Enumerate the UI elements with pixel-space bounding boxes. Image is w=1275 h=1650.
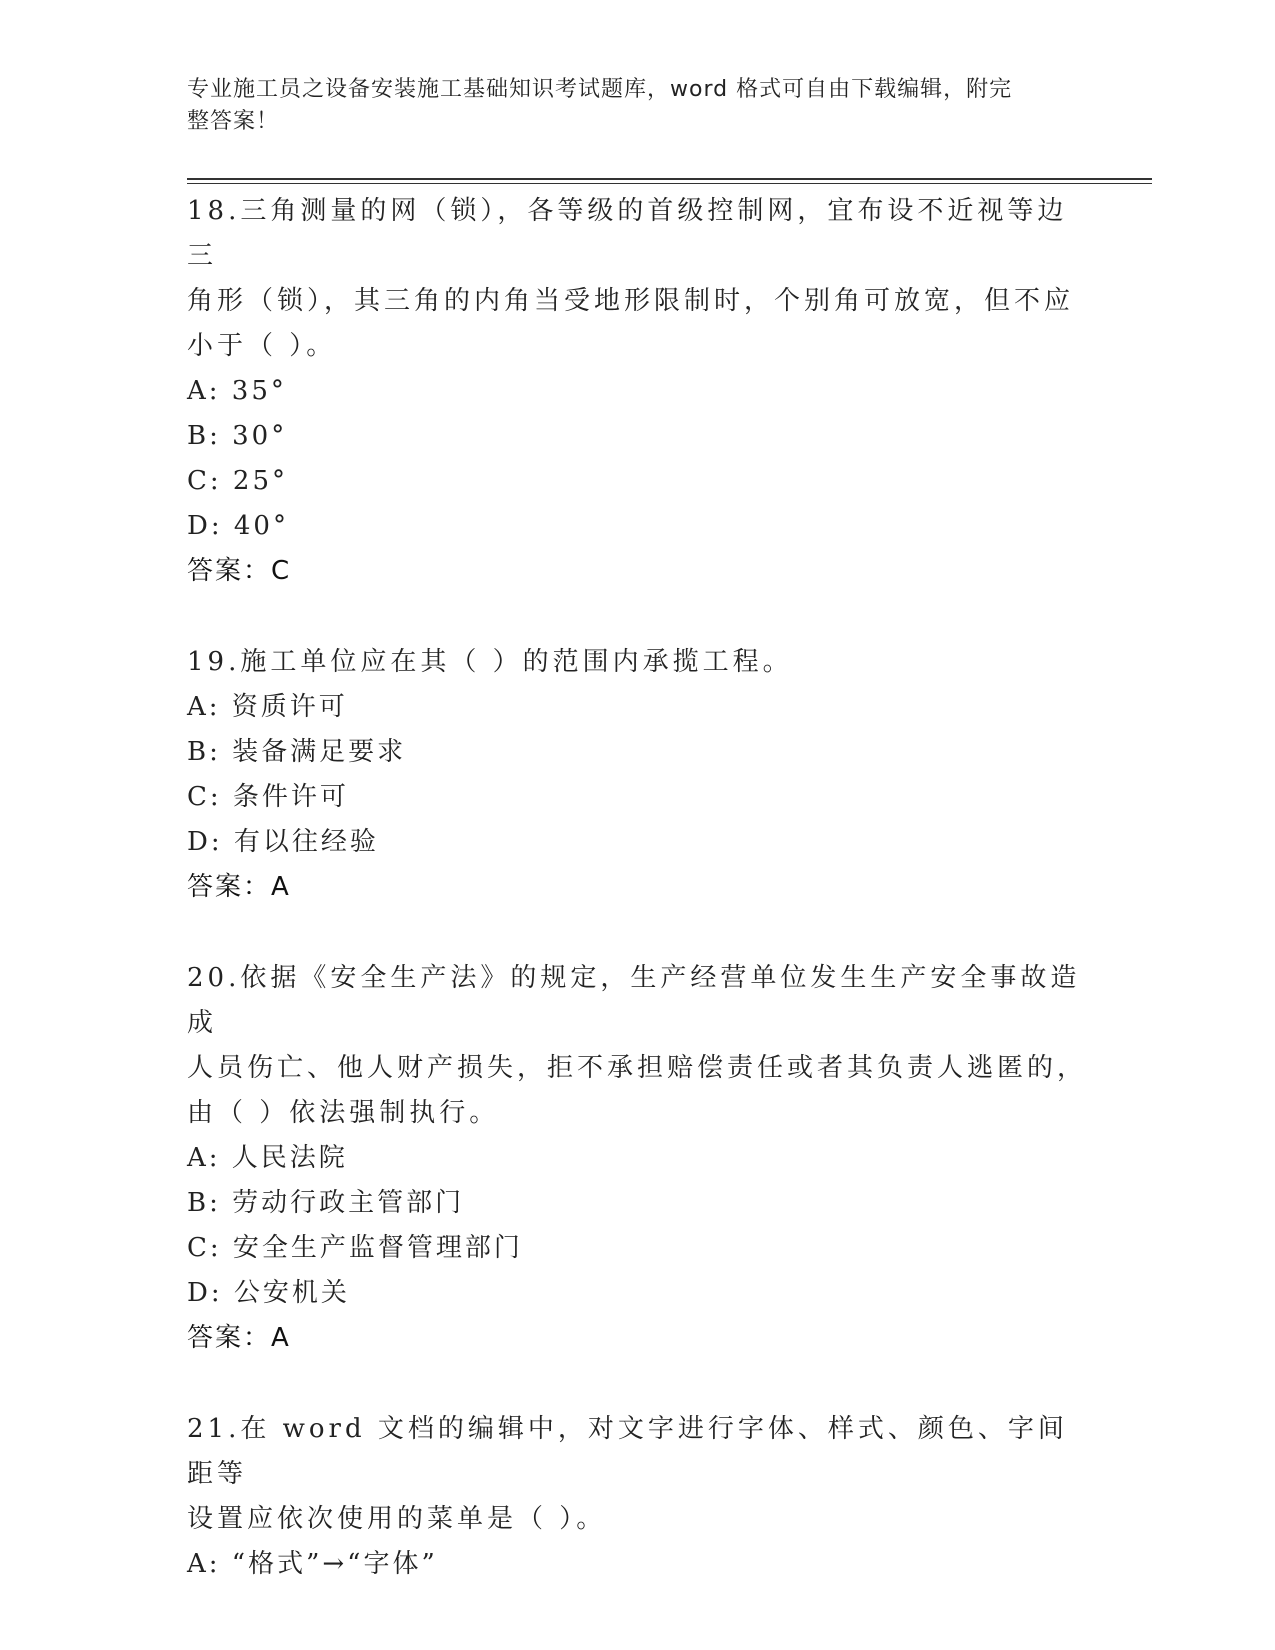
header-line-2: 整答案！ — [187, 109, 280, 134]
question-list — [187, 189, 1087, 1587]
question-21 — [187, 1407, 1087, 1587]
question-stem-line: 19.施工单位应在其（ ）的范围内承揽工程。 — [187, 647, 793, 677]
question-stem-line: 18.三角测量的网（锁），各等级的首级控制网，宜布设不近视等边三 — [187, 196, 1068, 271]
answer-line: 答案：C — [187, 556, 292, 586]
question-stem-line: 角形（锁），其三角的内角当受地形限制时，个别角可放宽，但不应 — [187, 286, 1075, 316]
question-stem-line: 人员伤亡、他人财产损失，拒不承担赔偿责任或者其负责人逃匿的， — [187, 1053, 1088, 1083]
question-19 — [187, 640, 1087, 910]
answer-line: 答案：A — [187, 1323, 291, 1353]
option-a: A: 35° — [187, 376, 287, 406]
document-header — [187, 74, 1067, 138]
option-c: C: 25° — [187, 466, 289, 496]
option-d: D: 40° — [187, 511, 289, 541]
option-b: B: 30° — [187, 421, 288, 451]
question-stem-line: 21.在 word 文档的编辑中，对文字进行字体、样式、颜色、字间距等 — [187, 1414, 1068, 1489]
option-c: C: 条件许可 — [187, 782, 349, 812]
question-18 — [187, 189, 1087, 594]
option-d: D: 有以往经验 — [187, 827, 379, 857]
question-stem-line: 由（ ）依法强制执行。 — [187, 1098, 500, 1128]
question-20 — [187, 956, 1087, 1361]
option-c: C: 安全生产监督管理部门 — [187, 1233, 523, 1263]
header-divider-thin — [187, 183, 1152, 184]
option-a: A: 资质许可 — [187, 692, 348, 722]
option-b: B: 劳动行政主管部门 — [187, 1188, 465, 1218]
answer-line: 答案：A — [187, 872, 291, 902]
option-b: B: 装备满足要求 — [187, 737, 407, 767]
option-a: A: 人民法院 — [187, 1143, 348, 1173]
question-stem-line: 小于（ ）。 — [187, 331, 337, 361]
question-stem-line: 20.依据《安全生产法》的规定，生产经营单位发生生产安全事故造成 — [187, 963, 1081, 1038]
option-d: D: 公安机关 — [187, 1278, 350, 1308]
option-a: A: “格式”→“字体” — [187, 1549, 438, 1579]
header-divider — [187, 178, 1152, 180]
header-line-1: 专业施工员之设备安装施工基础知识考试题库，word 格式可自由下载编辑，附完 — [187, 77, 1013, 102]
question-stem-line: 设置应依次使用的菜单是（ ）。 — [187, 1504, 607, 1534]
